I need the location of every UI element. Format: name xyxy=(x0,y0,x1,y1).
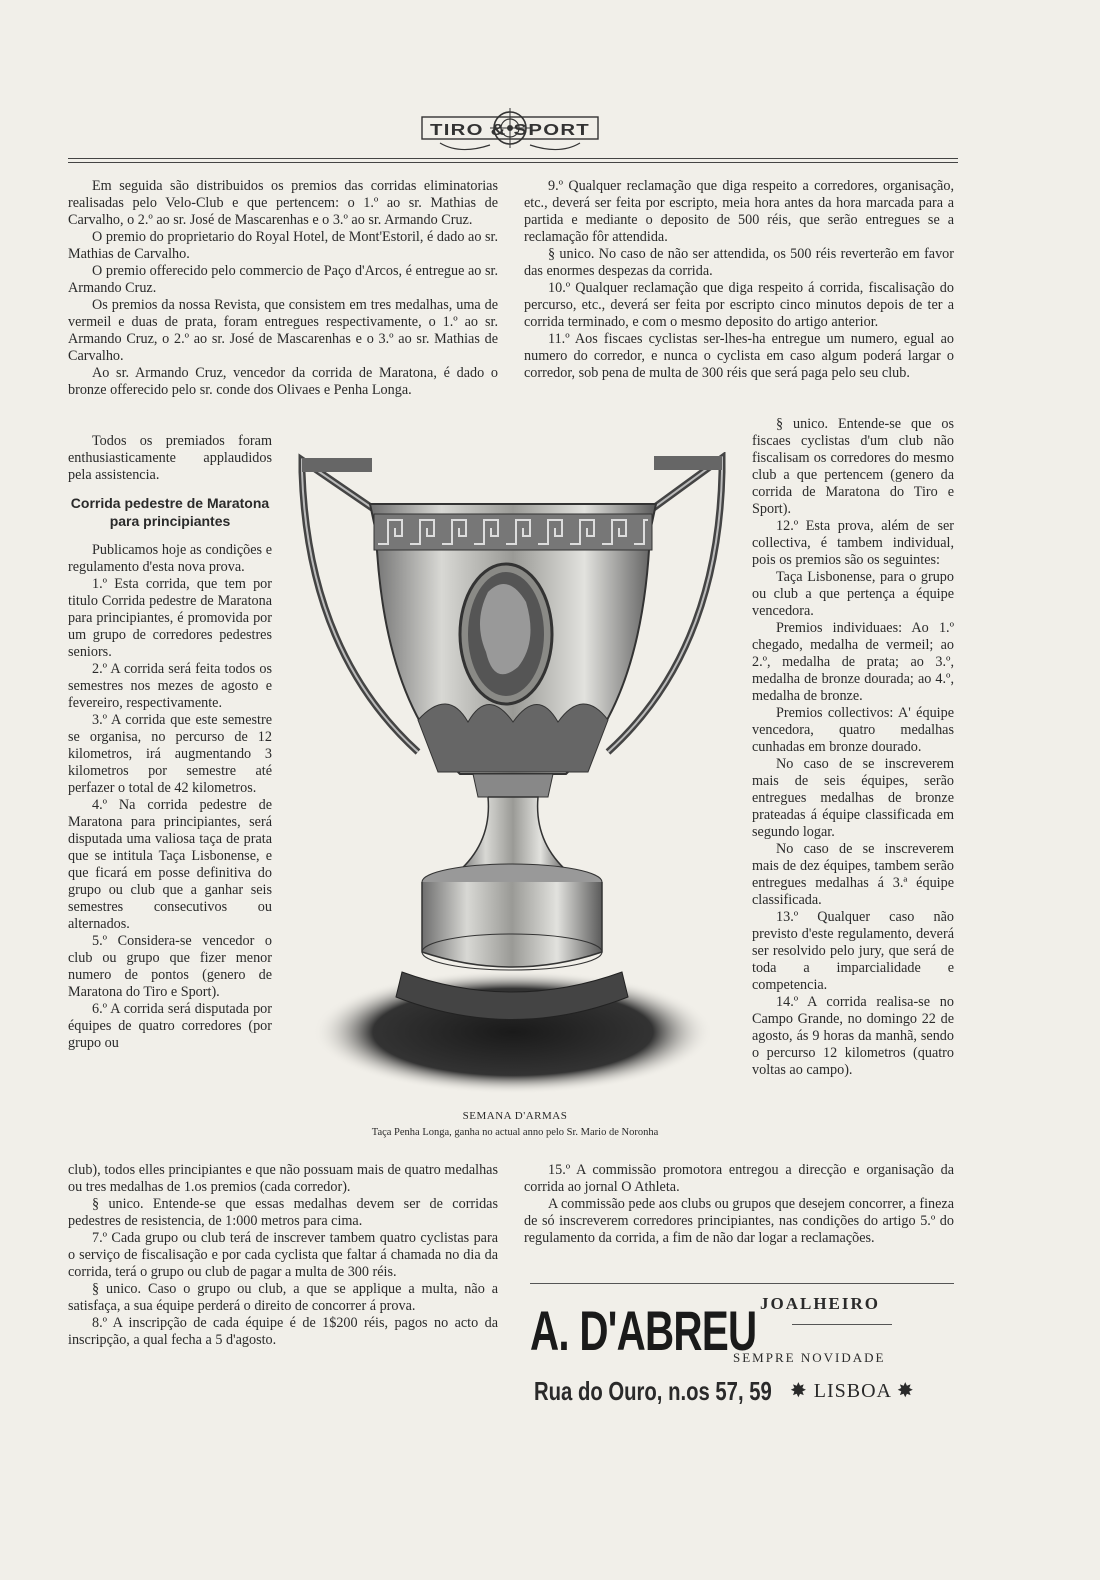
paragraph: Taça Lisbonense, para o grupo ou club a que pertença a équipe vencedora. xyxy=(752,569,954,619)
paragraph: A commissão pede aos clubs ou grupos que desejem concorrer, a fineza de só inscreverem corredores principiantes, nas condições do artigo 5.º do regulamento da corrida, a fim de não dar logar a reclamações. xyxy=(524,1196,955,1246)
paragraph: 2.º A corrida será feita todos os semestres nos mezes de agosto e fevereiro, respectivamente. xyxy=(68,661,272,711)
paragraph: Publicamos hoje as condições e regulamento d'esta nova prova. xyxy=(68,542,272,575)
header-rule xyxy=(68,158,958,159)
paragraph: 12.º Esta prova, além de ser collectiva, é tambem individual, pois os premios são os seguintes: xyxy=(752,518,954,568)
paragraph: § unico. No caso de não ser attendida, os 500 réis reverterão em favor das enormes despezas da corrida. xyxy=(524,246,954,279)
caption-title: SEMANA D'ARMAS xyxy=(462,1110,568,1122)
paragraph: O premio offerecido pelo commercio de Paço d'Arcos, é entregue ao sr. Armando Cruz. xyxy=(68,263,498,296)
paragraph: § unico. Entende-se que essas medalhas devem ser de corridas pedestres de resistencia, de 1:000 metros para cima. xyxy=(68,1196,498,1229)
paragraph: Premios individuaes: Ao 1.º chegado, medalha de vermeil; ao 2.º, medalha de prata; ao 3.º, medalha de bronze dourada; ao 4.º, medalha de bronze. xyxy=(752,620,954,704)
header-rule-2 xyxy=(68,162,958,163)
ad-city xyxy=(790,1378,915,1403)
ornament-icon: ✸ xyxy=(790,1380,808,1402)
paragraph: 10.º Qualquer reclamação que diga respeito á corrida, fiscalisação do percurso, etc., deverá ser feita por escripto cinco minutos depois de ter a corrida terminado, e com o mesmo deposito do artigo anterior. xyxy=(524,280,954,330)
paragraph: Em seguida são distribuidos os premios das corridas eliminatorias realisadas pelo Velo-Club e que pertencem: o 1.º ao sr. Mathias de Carvalho, o 2.º ao sr. José de Mascarenhas e o 3.º ao sr. Armando Cruz. xyxy=(68,178,498,228)
paragraph: 9.º Qualquer reclamação que diga respeito a corredores, organisação, etc., deverá ser feita por escripto, meia hora antes da hora marcada para a partida e mediante o deposito de 500 réis, que serão entregues se a reclamação fôr attendida. xyxy=(524,178,954,245)
paragraph: No caso de se inscreverem mais de dez équipes, tambem serão entregues medalhas á 3.ª équipe classificada. xyxy=(752,841,954,908)
ad-city-name: LISBOA xyxy=(813,1380,891,1402)
paragraph: 1.º Esta corrida, que tem por titulo Corrida pedestre de Maratona para principiantes, é promovida por um grupo de corredores pedestres seniors. xyxy=(68,576,272,660)
paragraph: 6.º A corrida será disputada por équipes de quatro corredores (por grupo ou xyxy=(68,1001,272,1051)
right-column-narrow xyxy=(752,416,954,1079)
paragraph: 7.º Cada grupo ou club terá de inscrever tambem quatro cyclistas para o serviço de fiscalisação e por cada cyclista que faltar á chamada no dia da corrida, terá o grupo ou club de pagar a multa de 300 réis. xyxy=(68,1230,498,1280)
ad-address: Rua do Ouro, n.os 57, 59 xyxy=(534,1376,772,1406)
paragraph: Ao sr. Armando Cruz, vencedor da corrida de Maratona, é dado o bronze offerecido pelo sr. conde dos Olivaes e Penha Longa. xyxy=(68,365,498,398)
masthead-title: TIRO & SPORT xyxy=(430,122,590,139)
left-column-bottom xyxy=(68,1162,498,1349)
paragraph: § unico. Caso o grupo ou club, a que se applique a multa, não a satisfaça, a sua équipe perderá o direito de concorrer á prova. xyxy=(68,1281,498,1314)
paragraph: 5.º Considera-se vencedor o club ou grupo que fizer menor numero de pontos (genero de Maratona do Tiro e Sport). xyxy=(68,933,272,1000)
paragraph: 11.º Aos fiscaes cyclistas ser-lhes-ha entregue um numero, egual ao numero do corredor, e nunca o cyclista em caso algum poderá largar o corredor, sob pena de multa de 300 réis que será paga pelo seu club. xyxy=(524,331,954,381)
paragraph: Os premios da nossa Revista, que consistem em tres medalhas, uma de vermeil e duas de prata, foram entregues respectivamente, o 1.º ao sr. Armando Cruz, o 2.º ao sr. José de Mascarenhas e o 3.º ao sr. Mathias de Carvalho. xyxy=(68,297,498,364)
ornament-icon: ✸ xyxy=(896,1380,915,1402)
paragraph: 8.º A inscripção de cada équipe é de 1$200 réis, pagos no acto da inscripção, a qual fecha a 5 d'agosto. xyxy=(68,1315,498,1348)
paragraph: 3.º A corrida que este semestre se organisa, no percurso de 12 kilometros, irá augmentando 3 kilometros por semestre até perfazer o total de 42 kilometros. xyxy=(68,712,272,796)
paragraph: O premio do proprietario do Royal Hotel, de Mont'Estoril, é dado ao sr. Mathias de Carvalho. xyxy=(68,229,498,262)
left-column-narrow xyxy=(68,433,272,1052)
trophy-illustration xyxy=(298,452,728,1102)
masthead-logo xyxy=(420,103,600,157)
right-column-top xyxy=(524,178,954,382)
paragraph: Todos os premiados foram enthusiasticamente applaudidos pela assistencia. xyxy=(68,433,272,483)
ad-top-rule xyxy=(530,1283,954,1284)
paragraph: 13.º Qualquer caso não previsto d'este regulamento, deverá ser resolvido pelo jury, que será de toda a imparcialidade e competencia. xyxy=(752,909,954,993)
caption-text: Taça Penha Longa, ganha no actual anno pelo Sr. Mario de Noronha xyxy=(371,1127,659,1138)
left-column-top xyxy=(68,178,498,399)
paragraph: § unico. Entende-se que os fiscaes cyclistas d'um club não fiscalisam os corredores do mesmo club a que pertencem (genero da corrida de Maratona do Tiro e Sport). xyxy=(752,416,954,517)
paragraph: No caso de se inscreverem mais de seis équipes, serão entregues medalhas de bronze prateadas á équipe classificada em segundo logar. xyxy=(752,756,954,840)
paragraph: 14.º A corrida realisa-se no Campo Grande, no domingo 22 de agosto, ás 9 horas da manhã, sendo o percurso 12 kilometros (quatro voltas ao campo). xyxy=(752,994,954,1078)
right-column-bottom xyxy=(524,1162,954,1247)
ad-trade: JOALHEIRO xyxy=(760,1294,881,1313)
ad-business-name: A. D'ABREU xyxy=(530,1299,757,1362)
ad-divider xyxy=(792,1324,892,1325)
paragraph: 15.º A commissão promotora entregou a direcção e organisação da corrida ao jornal O Athleta. xyxy=(524,1162,954,1195)
paragraph: club), todos elles principiantes e que não possuam mais de quatro medalhas ou tres medalhas de 1.os premios (cada corredor). xyxy=(68,1162,498,1195)
section-title: Corrida pedestre de Maratona para principiantes xyxy=(70,495,270,529)
paragraph: Premios collectivos: A' équipe vencedora, quatro medalhas cunhadas em bronze dourado. xyxy=(752,705,954,755)
ad-slogan: SEMPRE NOVIDADE xyxy=(733,1350,886,1365)
jeweler-advertisement xyxy=(530,1290,960,1420)
paragraph: 4.º Na corrida pedestre de Maratona para principiantes, será disputada uma valiosa taça de prata que se intitula Taça Lisbonense, e que ficará em posse definitiva do grupo ou club que a ganhar seis semestres consecutivos ou alternados. xyxy=(68,797,272,932)
